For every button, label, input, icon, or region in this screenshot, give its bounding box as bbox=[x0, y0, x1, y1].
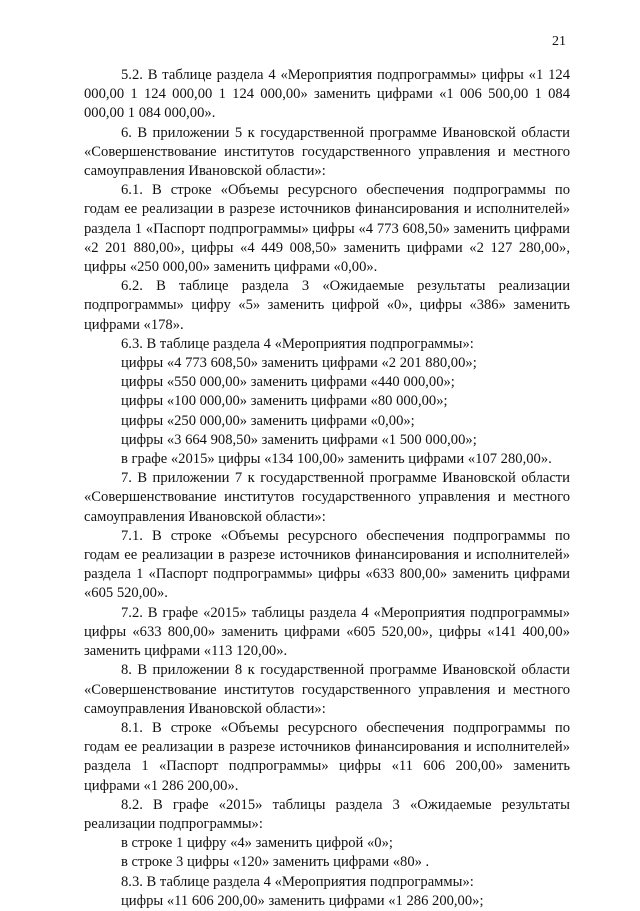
paragraph-6: 6. В приложении 5 к государственной программе Ивановской области «Совершенствование институтов государственного управления и местного самоуправления Ивановской области»: bbox=[84, 124, 570, 180]
list-item: в строке 3 цифры «120» заменить цифрами «80» . bbox=[121, 854, 430, 871]
list-item: цифры «250 000,00» заменить цифрами «0,00»; bbox=[121, 412, 415, 429]
list-item: цифры «4 773 608,50» заменить цифрами «2 201 880,00»; bbox=[121, 355, 477, 372]
paragraph-8: 8. В приложении 8 к государственной программе Ивановской области «Совершенствование институтов государственного управления и местного самоуправления Ивановской области»: bbox=[84, 662, 570, 717]
page-number: 21 bbox=[552, 34, 566, 49]
paragraph-5-2: 5.2. В таблице раздела 4 «Мероприятия подпрограммы» цифры «1 124 000,00 1 124 000,00 1 124 000,00» заменить цифрами «1 006 500,00 1 084 000,00 1 084 000,00». bbox=[84, 67, 570, 122]
list-item: цифры «11 606 200,00» заменить цифрами «1 286 200,00»; bbox=[121, 892, 484, 909]
paragraph-8-1: 8.1. В строке «Объемы ресурсного обеспечения подпрограммы по годам ее реализации в разрезе источников финансирования и исполнителей» раздела 1 «Паспорт подпрограммы» цифры «11 606 200,00» заменить цифрами «1 286 200,00». bbox=[84, 719, 570, 794]
paragraph-7: 7. В приложении 7 к государственной программе Ивановской области «Совершенствование институтов государственного управления и местного самоуправления Ивановской области»: bbox=[84, 470, 570, 525]
list-item: цифры «3 664 908,50» заменить цифрами «1 500 000,00»; bbox=[121, 431, 477, 448]
document-body bbox=[84, 66, 570, 911]
paragraph-6-1: 6.1. В строке «Объемы ресурсного обеспечения подпрограммы по годам ее реализации в разрезе источников финансирования и исполнителей» раздела 1 «Паспорт подпрограммы» цифры «4 773 608,50» заменить цифрами «2 201 880,00», цифры «4 449 008,50» заменить цифрами «2 127 280,00», цифры «250 000,00» заменить цифрами «0,00». bbox=[84, 182, 570, 276]
paragraph-7-2: 7.2. В графе «2015» таблицы раздела 4 «Мероприятия подпрограммы» цифры «633 800,00» заменить цифрами «605 520,00», цифры «141 400,00» заменить цифрами «113 120,00». bbox=[84, 604, 570, 660]
paragraph-7-1: 7.1. В строке «Объемы ресурсного обеспечения подпрограммы по годам ее реализации в разрезе источников финансирования и исполнителей» раздела 1 «Паспорт подпрограммы» цифры «633 800,00» заменить цифрами «605 520,00». bbox=[84, 527, 570, 602]
paragraph-6-2: 6.2. В таблице раздела 3 «Ожидаемые результаты реализации подпрограммы» цифру «5» заменить цифрой «0», цифры «386» заменить цифрами «178». bbox=[84, 278, 570, 333]
paragraph-8-2: 8.2. В графе «2015» таблицы раздела 3 «Ожидаемые результаты реализации подпрограммы»: bbox=[84, 796, 570, 832]
list-item: цифры «100 000,00» заменить цифрами «80 000,00»; bbox=[121, 393, 448, 410]
list-item: в графе «2015» цифры «134 100,00» заменить цифрами «107 280,00». bbox=[121, 451, 552, 468]
paragraph-8-3: 8.3. В таблице раздела 4 «Мероприятия подпрограммы»: bbox=[121, 873, 474, 890]
list-item: в строке 1 цифру «4» заменить цифрой «0»; bbox=[121, 835, 393, 852]
list-item: цифры «550 000,00» заменить цифрами «440 000,00»; bbox=[121, 374, 455, 391]
paragraph-6-3: 6.3. В таблице раздела 4 «Мероприятия подпрограммы»: bbox=[121, 335, 474, 352]
